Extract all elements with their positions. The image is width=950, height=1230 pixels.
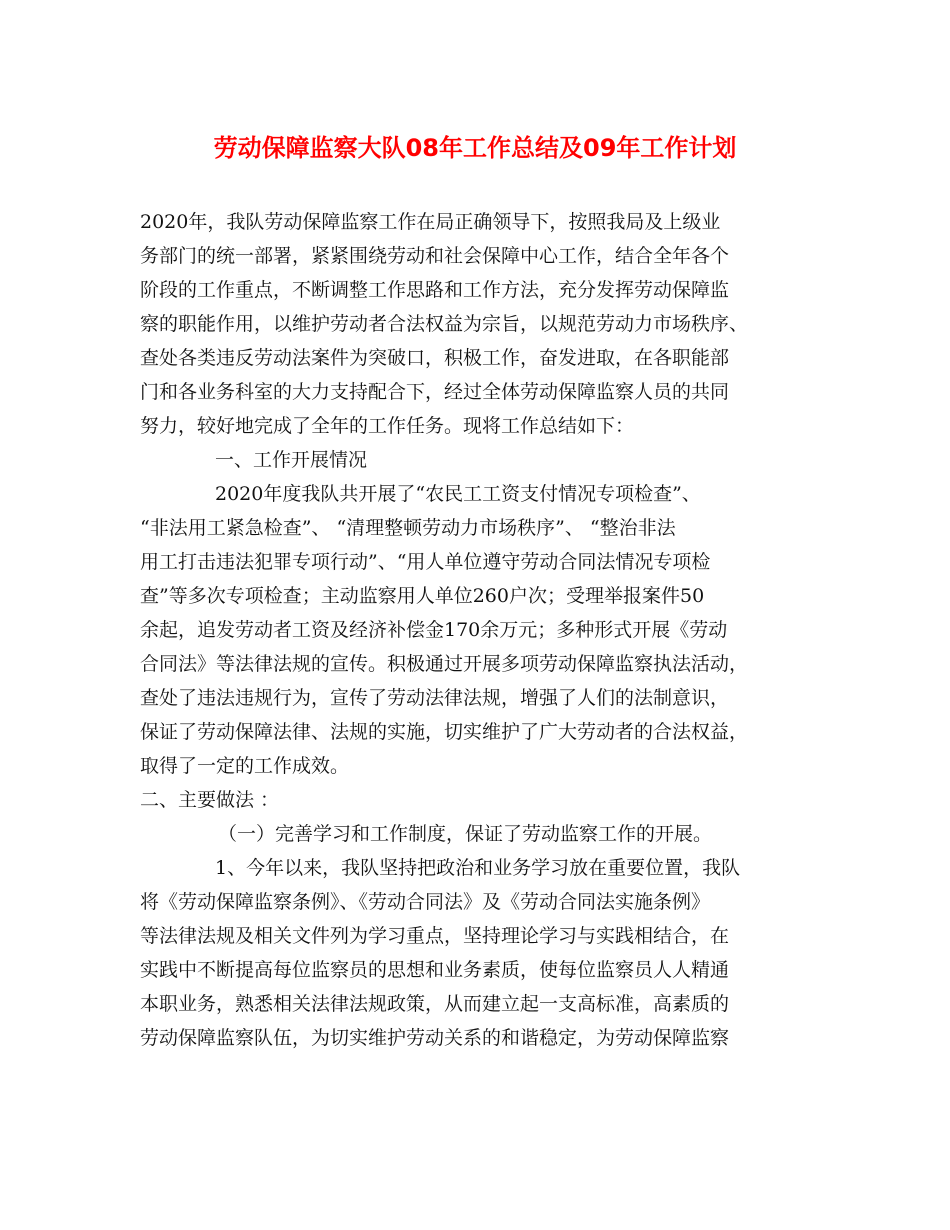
paragraph-line: 查处了违法违规行为，宣传了劳动法律法规，增强了人们的法制意识，	[140, 687, 730, 709]
paragraph-line: 阶段的工作重点，不断调整工作思路和工作方法，充分发挥劳动保障监	[140, 279, 730, 301]
paragraph-line: 取得了一定的工作成效。	[140, 755, 350, 777]
paragraph-line: 余起，追发劳动者工资及经济补偿金170余万元；多种形式开展《劳动	[140, 619, 728, 641]
section-heading: 一、工作开展情况	[215, 449, 368, 471]
document-body	[140, 205, 830, 1055]
paragraph-line: 2020年，我队劳动保障监察工作在局正确领导下，按照我局及上级业	[140, 211, 721, 233]
paragraph-line: 努力，较好地完成了全年的工作任务。现将工作总结如下：	[140, 415, 635, 437]
paragraph-line: 查处各类违反劳动法案件为突破口，积极工作，奋发进取，在各职能部	[140, 347, 730, 369]
paragraph-line: 将《劳动保障监察条例》、《劳动合同法》及《劳动合同法实施条例》	[140, 891, 711, 913]
paragraph-line: 2020年度我队共开展了“农民工工资支付情况专项检查”、	[215, 483, 701, 505]
paragraph-line: 察的职能作用，以维护劳动者合法权益为宗旨，以规范劳动力市场秩序、	[140, 313, 749, 335]
paragraph-line: 等法律法规及相关文件列为学习重点，坚持理论学习与实践相结合，在	[140, 925, 730, 947]
document-title: 劳动保障监察大队08年工作总结及09年工作计划	[213, 134, 737, 162]
paragraph-line: 劳动保障监察队伍，为切实维护劳动关系的和谐稳定，为劳动保障监察	[140, 1027, 730, 1049]
paragraph-line: 保证了劳动保障法律、法规的实施，切实维护了广大劳动者的合法权益，	[140, 721, 749, 743]
subsection-heading: （一）完善学习和工作制度，保证了劳动监察工作的开展。	[218, 823, 713, 845]
paragraph-line: 合同法》等法律法规的宣传。积极通过开展多项劳动保障监察执法活动，	[140, 653, 749, 675]
paragraph-line: 务部门的统一部署，紧紧围绕劳动和社会保障中心工作，结合全年各个	[140, 245, 730, 267]
paragraph-line: “非法用工紧急检查”、 “清理整顿劳动力市场秩序”、 “整治非法	[140, 517, 676, 539]
paragraph-line: 1、今年以来，我队坚持把政治和业务学习放在重要位置，我队	[215, 857, 741, 879]
paragraph-line: 查”等多次专项检查；主动监察用人单位260户次；受理举报案件50	[140, 585, 705, 607]
section-heading: 二、主要做法 ：	[140, 789, 280, 811]
paragraph-line: 门和各业务科室的大力支持配合下，经过全体劳动保障监察人员的共同	[140, 381, 730, 403]
paragraph-line: 用工打击违法犯罪专项行动”、“用人单位遵守劳动合同法情况专项检	[140, 551, 711, 573]
paragraph-line: 本职业务，熟悉相关法律法规政策，从而建立起一支高标准，高素质的	[140, 993, 730, 1015]
paragraph-line: 实践中不断提高每位监察员的思想和业务素质，使每位监察员人人精通	[140, 959, 730, 981]
